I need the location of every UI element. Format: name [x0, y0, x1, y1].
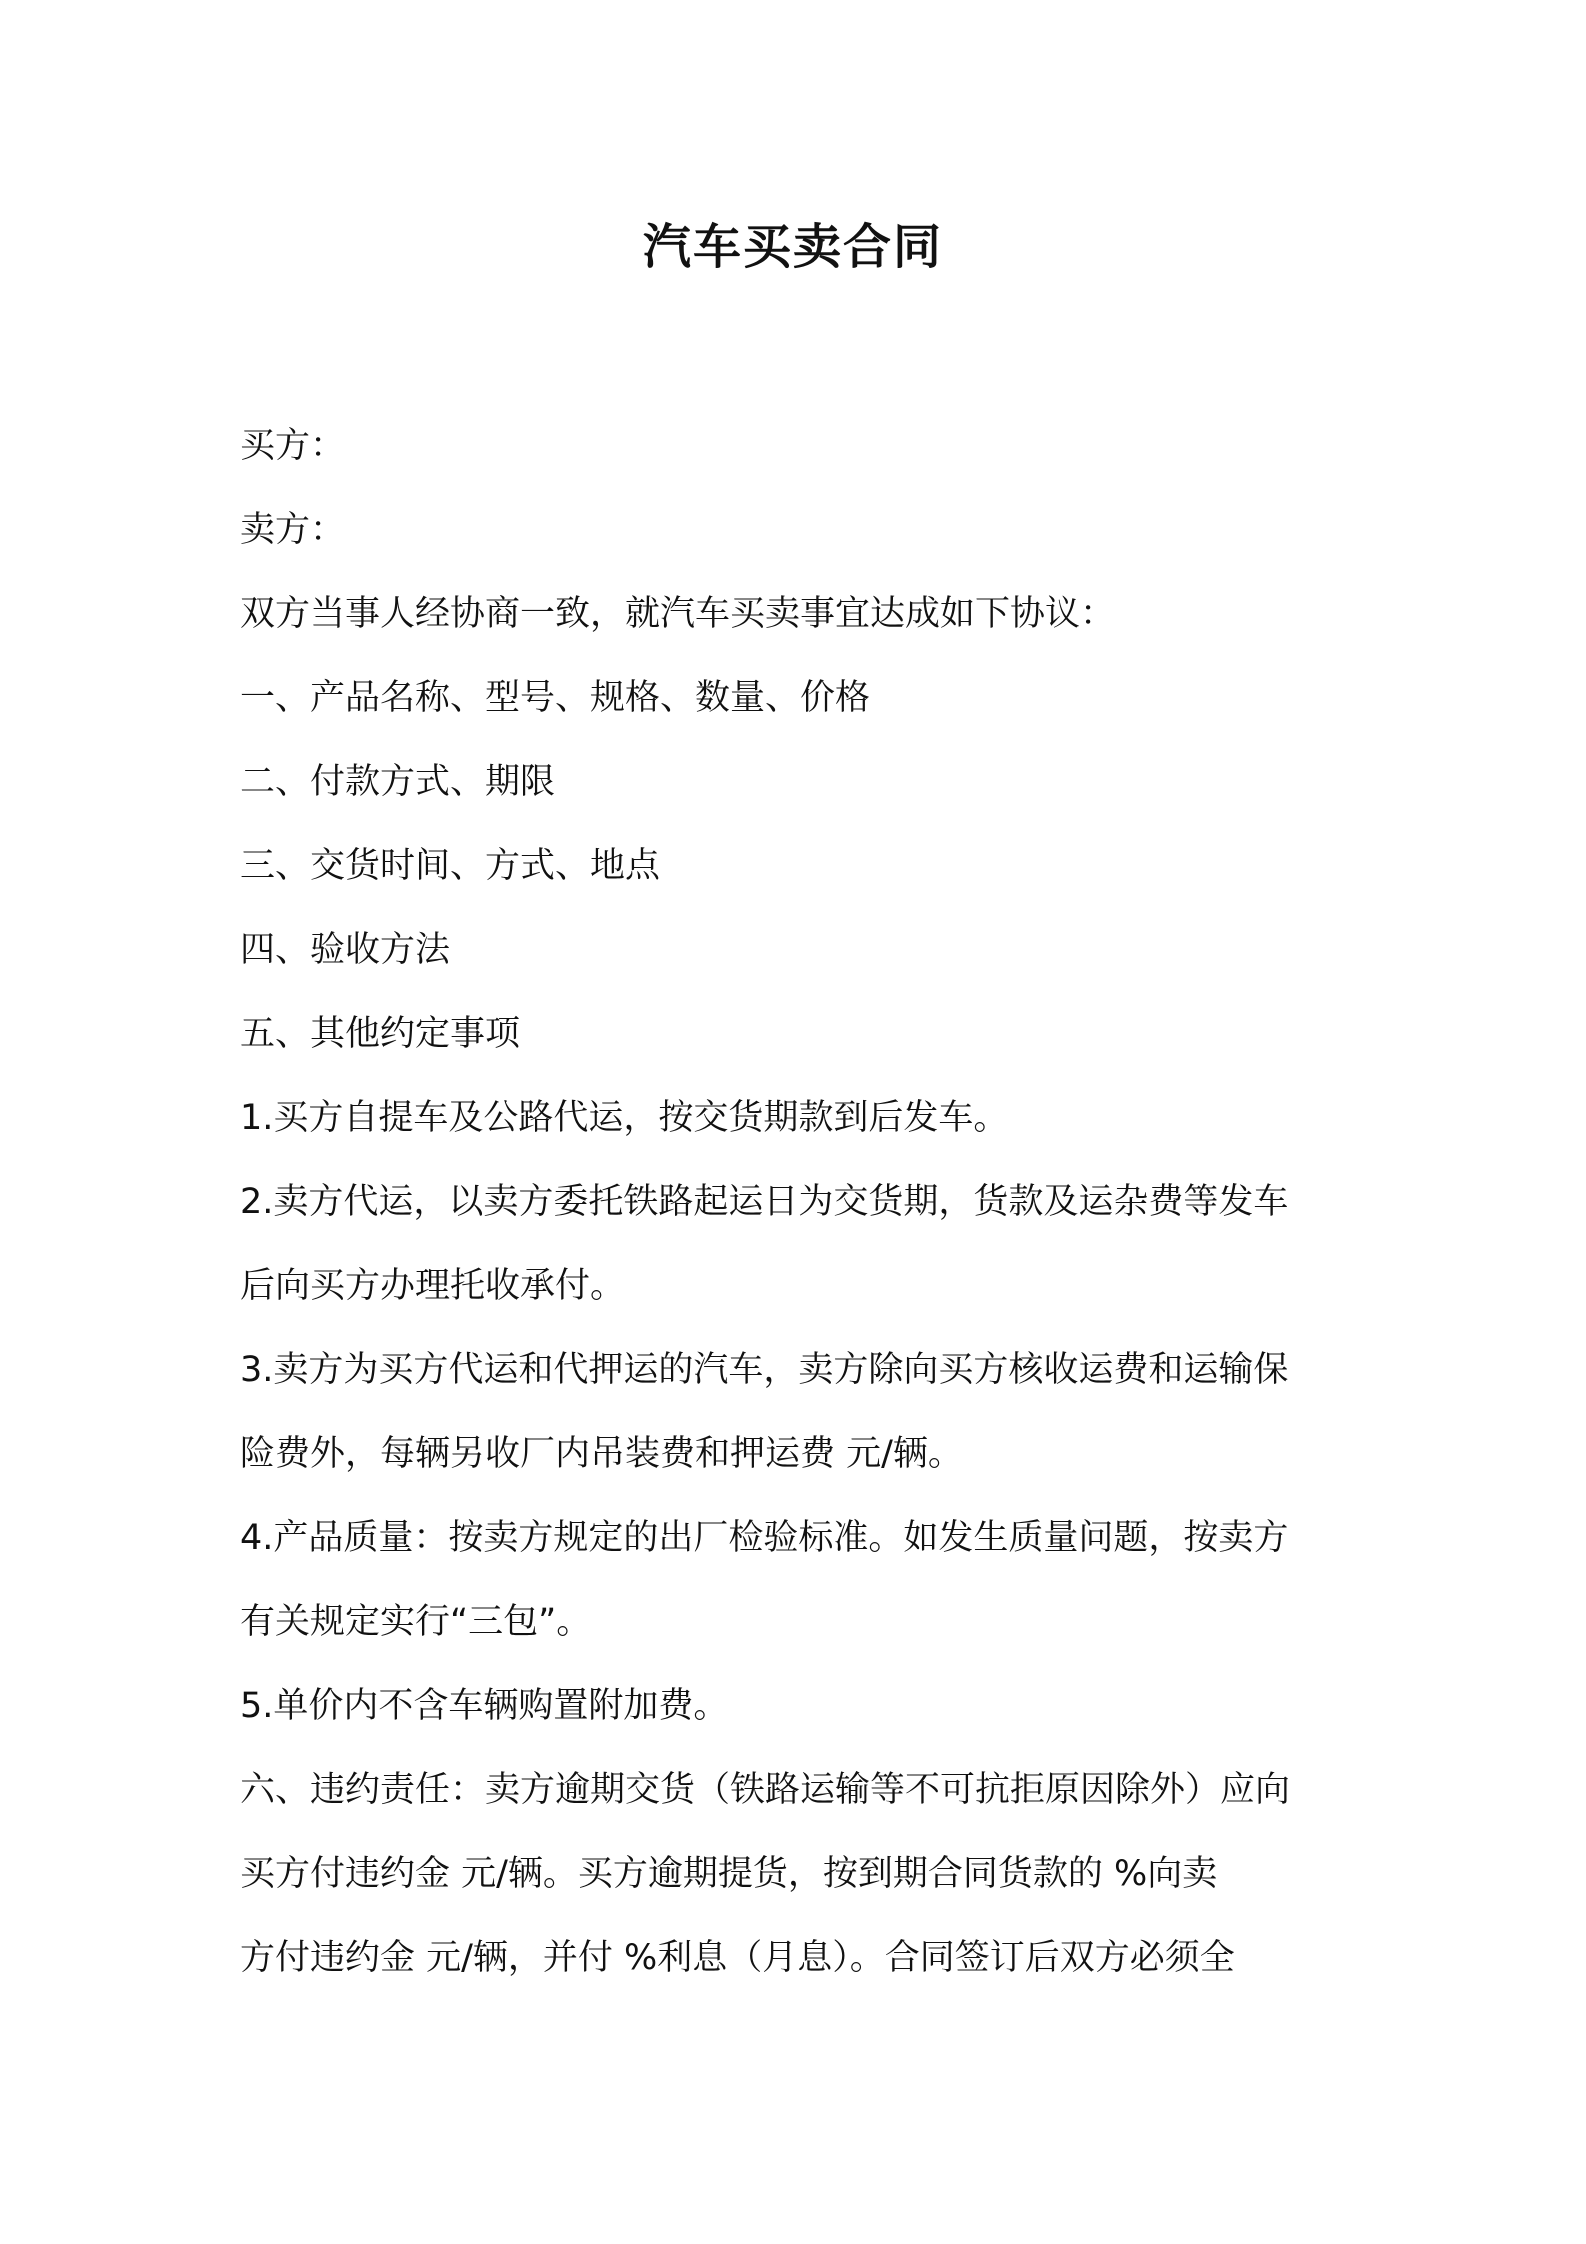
clause-2-line-2: 后向买方办理托收承付。: [240, 1266, 626, 1306]
section-4-heading: 四、验收方法: [240, 930, 451, 970]
section-3-heading: 三、交货时间、方式、地点: [240, 846, 661, 886]
clause-3-line-1: 3.卖方为买方代运和代押运的汽车，卖方除向买方核收运费和运输保: [240, 1350, 1289, 1390]
section-6-line-3: 方付违约金 元/辆，并付 %利息（月息）。合同签订后双方必须全: [240, 1938, 1235, 1978]
section-2-heading: 二、付款方式、期限: [240, 762, 556, 802]
agreement-intro: 双方当事人经协商一致，就汽车买卖事宜达成如下协议：: [240, 594, 1116, 634]
clause-5: 5.单价内不含车辆购置附加费。: [240, 1686, 729, 1726]
buyer-line: 买方：: [240, 426, 346, 466]
clause-1: 1.买方自提车及公路代运，按交货期款到后发车。: [240, 1098, 1009, 1138]
section-6-line-1: 六、违约责任：卖方逾期交货（铁路运输等不可抗拒原因除外）应向: [240, 1770, 1291, 1810]
clause-3-line-2: 险费外，每辆另收厂内吊装费和押运费 元/辆。: [240, 1434, 963, 1474]
seller-line: 卖方：: [240, 510, 346, 550]
section-6-line-2: 买方付违约金 元/辆。买方逾期提货，按到期合同货款的 %向卖: [240, 1854, 1218, 1894]
clause-4-line-1: 4.产品质量：按卖方规定的出厂检验标准。如发生质量问题，按卖方: [240, 1518, 1289, 1558]
section-1-heading: 一、产品名称、型号、规格、数量、价格: [240, 678, 871, 718]
clause-2-line-1: 2.卖方代运，以卖方委托铁路起运日为交货期，货款及运杂费等发车: [240, 1182, 1289, 1222]
section-5-heading: 五、其他约定事项: [240, 1014, 521, 1054]
clause-4-line-2: 有关规定实行“三包”。: [240, 1602, 592, 1642]
document-body: [240, 404, 1350, 2000]
document-title: 汽车买卖合同: [642, 219, 943, 275]
